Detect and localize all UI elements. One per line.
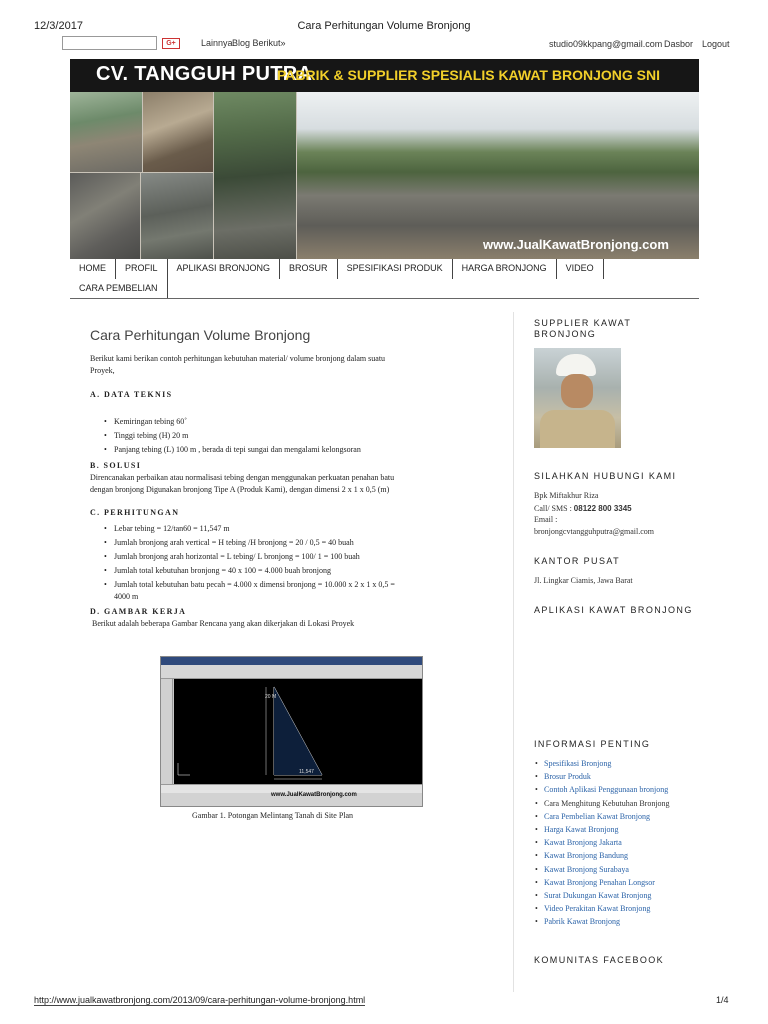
- google-plus-icon[interactable]: G+: [162, 38, 180, 49]
- perhitungan-item: • Lebar tebing = 12/tan60 = 11,547 m: [100, 523, 230, 535]
- cad-height-label: 20 M: [265, 694, 277, 700]
- print-date: 12/3/2017: [34, 20, 83, 32]
- banner-company-name: CV. TANGGUH PUTRA: [96, 63, 313, 85]
- menu-item-video[interactable]: VIDEO: [557, 259, 604, 279]
- banner-tagline: PABRIK & SUPPLIER SPESIALIS KAWAT BRONJONG SNI: [277, 67, 660, 83]
- info-link[interactable]: • Kawat Bronjong Penahan Longsor: [535, 876, 735, 889]
- post-intro-line-2: Proyek,: [90, 366, 115, 375]
- menu-item-spesifikasi-produk[interactable]: SPESIFIKASI PRODUK: [338, 259, 453, 279]
- menu-item-profil[interactable]: PROFIL: [116, 259, 168, 279]
- sidebar-supplier-heading: SUPPLIER KAWAT BRONJONG: [534, 318, 632, 339]
- blogger-navbar: [34, 36, 734, 52]
- banner-photo-river: [70, 92, 142, 172]
- contact-call-label: Call/ SMS :: [534, 504, 572, 513]
- solusi-line-2: dengan bronjong Digunakan bronjong Tipe A (Produk Kami), dengan dimensi 2 x 1 x 0,5 (m): [90, 485, 390, 494]
- info-link[interactable]: • Kawat Bronjong Surabaya: [535, 863, 735, 876]
- helmet-shape: [556, 354, 596, 376]
- print-page-title: Cara Perhitungan Volume Bronjong: [297, 20, 471, 32]
- info-links-list: [535, 757, 735, 929]
- banner-photo-gabion-wall: [70, 173, 140, 259]
- sidebar-aplikasi-heading: APLIKASI KAWAT BRONJONG: [534, 605, 693, 615]
- info-link[interactable]: • Kawat Bronjong Bandung: [535, 849, 735, 862]
- solusi-line-1: Direncanakan perbaikan atau normalisasi tebing dengan menggunakan perkuatan penahan batu: [90, 473, 395, 482]
- menu-item-brosur[interactable]: BROSUR: [280, 259, 338, 279]
- perhitungan-item: • Jumlah total kebutuhan bronjong = 40 x 100 = 4.000 buah bronjong: [100, 565, 331, 577]
- info-link[interactable]: • Surat Dukungan Kawat Bronjong: [535, 889, 735, 902]
- figure-caption: Gambar 1. Potongan Melintang Tanah di Site Plan: [192, 811, 354, 820]
- header-banner[interactable]: [70, 59, 699, 259]
- data-teknis-item: • Kemiringan tebing 60˚: [100, 416, 187, 428]
- info-link[interactable]: • Brosur Produk: [535, 770, 735, 783]
- supplier-photo: [534, 348, 621, 448]
- office-address: Jl. Lingkar Ciamis, Jawa Barat: [534, 576, 633, 585]
- navbar-more-link[interactable]: Lainnya: [201, 38, 233, 48]
- section-a-heading: A. DATA TEKNIS: [90, 390, 173, 399]
- perhitungan-item: • Jumlah bronjong arah vertical = H tebing /H bronjong = 20 / 0,5 = 40 buah: [100, 537, 354, 549]
- cad-drawing-figure[interactable]: [160, 656, 423, 807]
- navbar-dashboard-link[interactable]: Dasbor: [664, 39, 694, 49]
- banner-photo-workers: [141, 173, 213, 259]
- info-link[interactable]: • Contoh Aplikasi Penggunaan bronjong: [535, 783, 735, 796]
- banner-website-url: www.JualKawatBronjong.com: [483, 237, 669, 252]
- info-link[interactable]: • Video Perakitan Kawat Bronjong: [535, 902, 735, 915]
- banner-photo-slope: [214, 92, 296, 259]
- post-title[interactable]: Cara Perhitungan Volume Bronjong: [90, 327, 311, 343]
- data-teknis-item: • Tinggi tebing (H) 20 m: [100, 430, 188, 442]
- navbar-user-email: studio09kkpang@gmail.com: [549, 39, 663, 49]
- menu-item-aplikasi-bronjong[interactable]: APLIKASI BRONJONG: [168, 259, 281, 279]
- contact-name: Bpk Miftakhur Riza: [534, 491, 599, 500]
- sidebar-contact-heading: SILAHKAN HUBUNGI KAMI: [534, 471, 677, 481]
- info-link[interactable]: • Spesifikasi Bronjong: [535, 757, 735, 770]
- print-page-number: 1/4: [716, 995, 729, 1005]
- perhitungan-item: • Jumlah bronjong arah horizontal = L tebing/ L bronjong = 100/ 1 = 100 buah: [100, 551, 360, 563]
- cad-width-label: 11,547: [299, 769, 314, 775]
- cad-toolbar: [161, 665, 423, 679]
- print-footer-url[interactable]: [34, 995, 365, 1005]
- menu-item-home[interactable]: HOME: [70, 259, 116, 279]
- section-d-heading: D. GAMBAR KERJA: [90, 607, 187, 616]
- cad-watermark: www.JualKawatBronjong.com: [271, 792, 357, 798]
- post-intro-line-1: Berikut kami berikan contoh perhitungan kebutuhan material/ volume bronjong dalam suatu: [90, 354, 386, 363]
- sidebar-info-heading: INFORMASI PENTING: [534, 739, 651, 749]
- info-link[interactable]: • Pabrik Kawat Bronjong: [535, 915, 735, 928]
- menu-item-cara-pembelian[interactable]: CARA PEMBELIAN: [70, 279, 168, 299]
- banner-photo-gabion-terrace: [297, 92, 699, 259]
- gambar-intro: Berikut adalah beberapa Gambar Rencana yang akan dikerjakan di Lokasi Proyek: [92, 619, 355, 628]
- print-footer-url-text[interactable]: http://www.jualkawatbronjong.com/2013/09/cara-perhitungan-volume-bronjong.html: [34, 995, 366, 1005]
- contact-email[interactable]: bronjongcvtangguhputra@gmail.com: [534, 527, 655, 536]
- navbar-search-input[interactable]: [62, 36, 157, 50]
- menu-item-harga-bronjong[interactable]: HARGA BRONJONG: [453, 259, 557, 279]
- main-menu: [70, 259, 699, 299]
- cad-side-toolbar: [161, 679, 173, 784]
- info-link[interactable]: • Kawat Bronjong Jakarta: [535, 836, 735, 849]
- contact-email-label: Email :: [534, 515, 558, 524]
- sidebar-office-heading: KANTOR PUSAT: [534, 556, 620, 566]
- section-c-heading: C. PERHITUNGAN: [90, 508, 180, 517]
- info-link[interactable]: • Harga Kawat Bronjong: [535, 823, 735, 836]
- navbar-logout-link[interactable]: Logout: [702, 39, 730, 49]
- data-teknis-item: • Panjang tebing (L) 100 m , berada di tepi sungai dan mengalami kelongsoran: [100, 444, 361, 456]
- menu-divider: [70, 298, 699, 299]
- face-shape: [561, 374, 593, 408]
- info-link[interactable]: • Cara Menghitung Kebutuhan Bronjong: [535, 797, 735, 810]
- info-link[interactable]: • Cara Pembelian Kawat Bronjong: [535, 810, 735, 823]
- sidebar-divider: [513, 312, 514, 992]
- perhitungan-item: • Jumlah total kebutuhan batu pecah = 4.000 x dimensi bronjong = 10.000 x 2 x 1 x 0,5 =: [100, 579, 395, 591]
- shirt-shape: [540, 410, 615, 448]
- banner-photo-gabion-stack: [143, 92, 213, 172]
- main-menu-row-2: [70, 279, 168, 299]
- navbar-next-blog-link[interactable]: Blog Berikut»: [232, 38, 286, 48]
- main-menu-row-1: [70, 259, 604, 279]
- section-b-heading: B. SOLUSI: [90, 461, 142, 470]
- contact-call-number: 08122 800 3345: [573, 504, 632, 513]
- cad-title-bar: [161, 657, 423, 665]
- perhitungan-item-continuation: 4000 m: [114, 592, 139, 601]
- sidebar-facebook-heading: KOMUNITAS FACEBOOK: [534, 955, 665, 965]
